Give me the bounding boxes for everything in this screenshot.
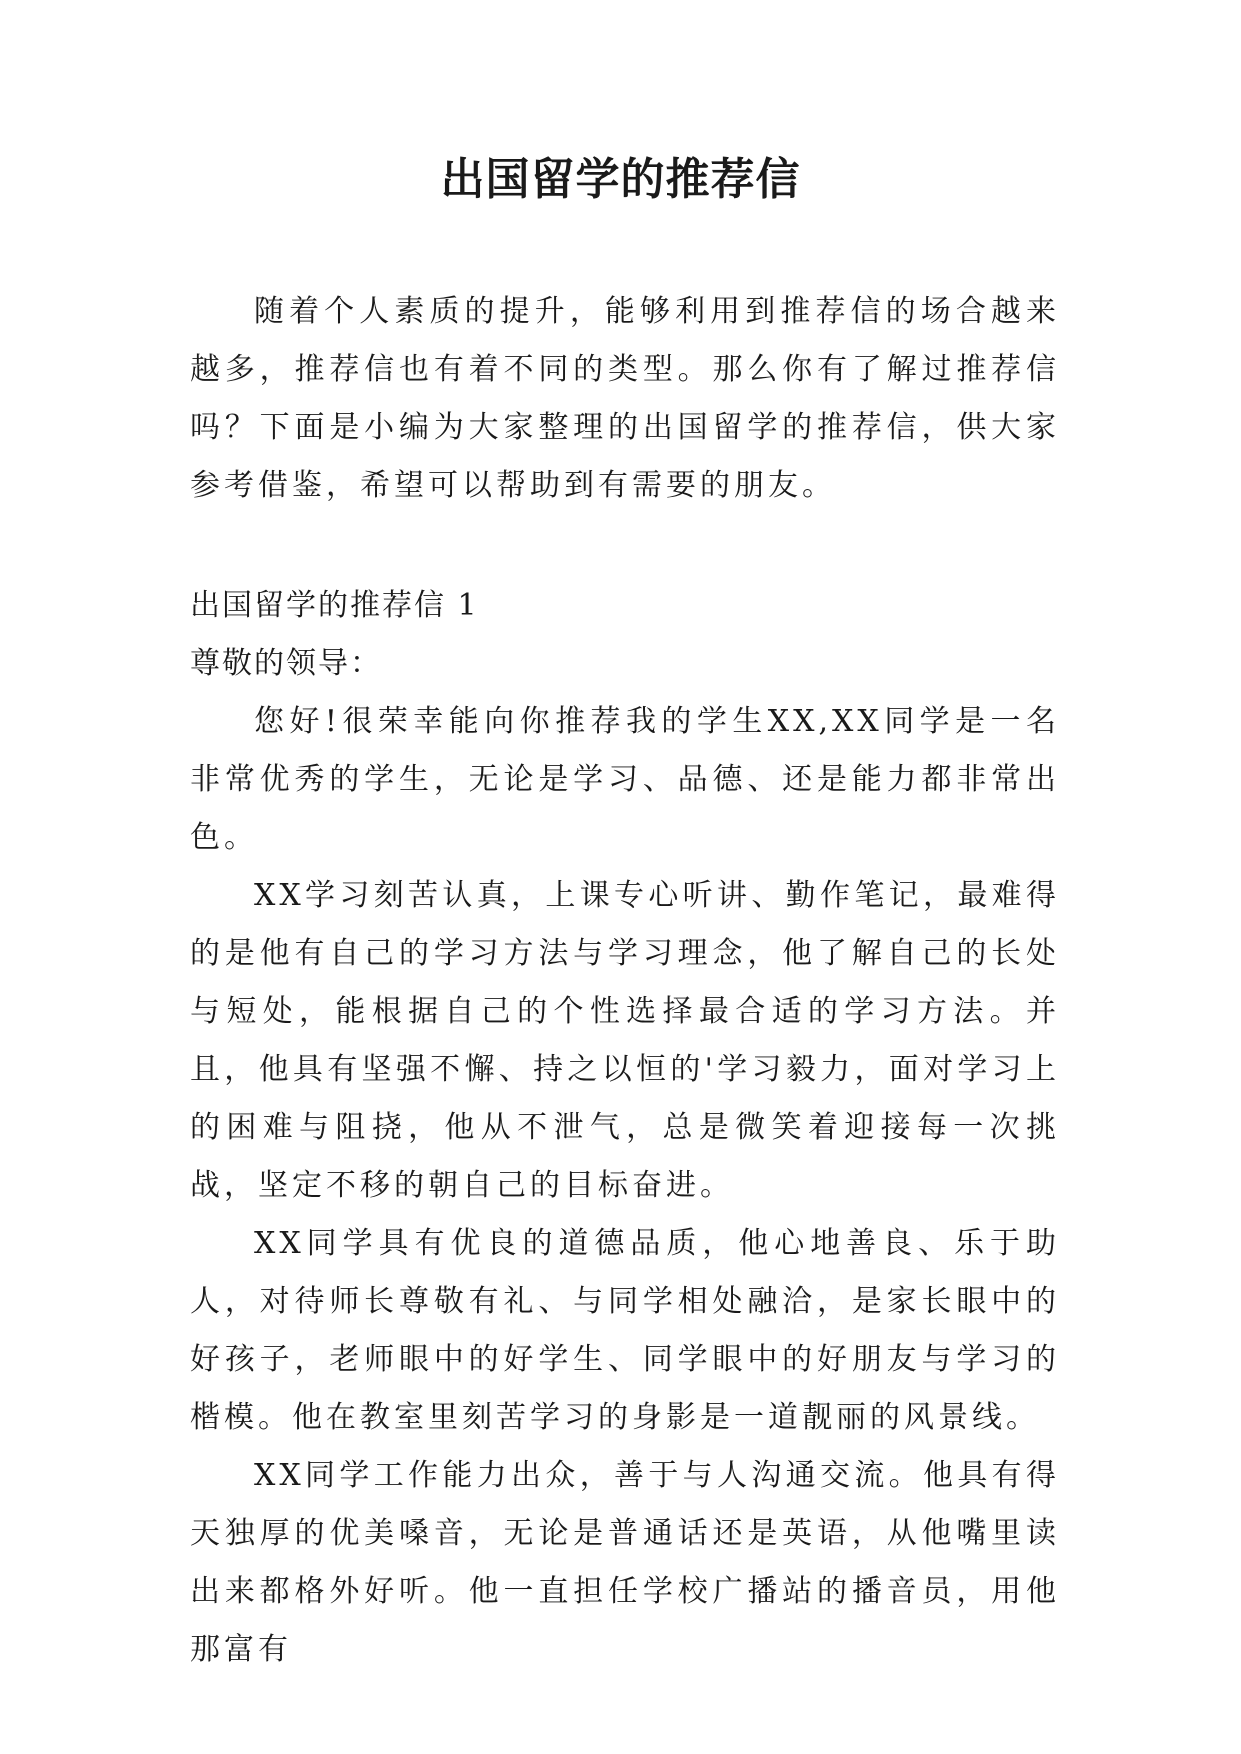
salutation: 尊敬的领导： (190, 646, 382, 681)
body-paragraph: 您好!很荣幸能向你推荐我的学生XX,XX同学是一名非常优秀的学生，无论是学习、品德、还是能力都非常出色。 (190, 704, 1060, 855)
paragraph-spacer (190, 515, 1060, 577)
intro-paragraph: 随着个人素质的提升，能够利用到推荐信的场合越来越多，推荐信也有着不同的类型。那么你有了解过推荐信吗？下面是小编为大家整理的出国留学的推荐信，供大家参考借鉴，希望可以帮助到有需要的朋友。 (190, 294, 1060, 503)
body-paragraph: XX学习刻苦认真，上课专心听讲、勤作笔记，最难得的是他有自己的学习方法与学习理念，他了解自己的长处与短处，能根据自己的个性选择最合适的学习方法。并且，他具有坚强不懈、持之以恒的'学习毅力，面对学习上的困难与阻挠，他从不泄气，总是微笑着迎接每一次挑战，坚定不移的朝自己的目标奋进。 (190, 878, 1060, 1203)
document-title: 出国留学的推荐信 (440, 154, 801, 205)
body-paragraph: XX同学工作能力出众，善于与人沟通交流。他具有得天独厚的优美嗓音，无论是普通话还是英语，从他嘴里读出来都格外好听。他一直担任学校广播站的播音员，用他那富有 (190, 1458, 1060, 1667)
document-body (190, 283, 1060, 1679)
section-heading: 出国留学的推荐信 1 (190, 588, 479, 623)
body-paragraph: XX同学具有优良的道德品质，他心地善良、乐于助人，对待师长尊敬有礼、与同学相处融洽，是家长眼中的好孩子，老师眼中的好学生、同学眼中的好朋友与学习的楷模。他在教室里刻苦学习的身影是一道靓丽的风景线。 (190, 1226, 1060, 1435)
